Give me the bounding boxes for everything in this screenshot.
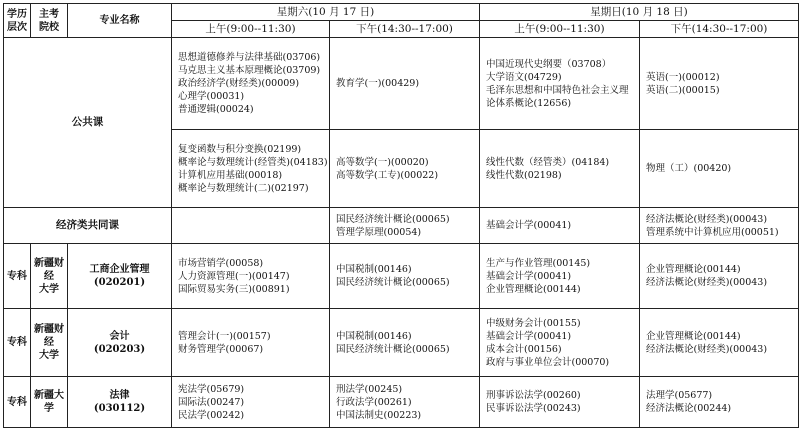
major-3-sat-am: 宪法学(05679) 国际法(00247) 民法学(00242) [172, 377, 330, 428]
major-name: 法律 (030112) [68, 377, 172, 428]
econ-sat-pm: 国民经济统计概论(00065) 管理学原理(00054) [330, 208, 480, 244]
major-1-sun-pm: 企业管理概论(00144) 经济法概论(财经类)(00043) [640, 244, 799, 309]
header-sun-am: 上午(9:00--11:30) [480, 21, 640, 38]
major-3-sat-pm: 刑法学(00245) 行政法学(00261) 中国法制史(00223) [330, 377, 480, 428]
econ-sun-am: 基础会计学(00041) [480, 208, 640, 244]
major-level: 专科 [4, 377, 31, 428]
econ-sat-am [172, 208, 330, 244]
major-level: 专科 [4, 244, 31, 309]
header-sat-am: 上午(9:00--11:30) [172, 21, 330, 38]
major-3-sun-am: 刑事诉讼法学(00260) 民事诉讼法学(00243) [480, 377, 640, 428]
public-r1-sun-pm: 英语(一)(00012) 英语(二)(00015) [640, 38, 799, 130]
major-2-sun-pm: 企业管理概论(00144) 经济法概论(财经类)(00043) [640, 309, 799, 377]
econ-sun-pm: 经济法概论(财经类)(00043) 管理系统中计算机应用(00051) [640, 208, 799, 244]
header-sun-pm: 下午(14:30--17:00) [640, 21, 799, 38]
econ-common-category: 经济类共同课 [4, 208, 172, 244]
major-row-law [4, 377, 799, 428]
major-school: 新疆财经 大学 [31, 244, 68, 309]
header-sunday: 星期日(10 月 18 日) [480, 4, 799, 21]
header-saturday: 星期六(10 月 17 日) [172, 4, 480, 21]
major-school: 新疆财经 大学 [31, 309, 68, 377]
major-1-sat-am: 市场营销学(00058) 人力资源管理(一)(00147) 国际贸易实务(三)(00891) [172, 244, 330, 309]
major-1-sun-am: 生产与作业管理(00145) 基础会计学(00041) 企业管理概论(00144) [480, 244, 640, 309]
header-level: 学历 层次 [4, 4, 31, 38]
public-r2-sat-am: 复变函数与积分变换(02199) 概率论与数理统计(经管类)(04183) 计算机应用基础(00018) 概率论与数理统计(二)(02197) [172, 130, 330, 208]
public-row-1 [4, 38, 799, 130]
public-r2-sun-pm: 物理（工）(00420) [640, 130, 799, 208]
public-r1-sat-pm: 教育学(一)(00429) [330, 38, 480, 130]
major-school: 新疆大学 [31, 377, 68, 428]
header-sat-pm: 下午(14:30--17:00) [330, 21, 480, 38]
major-name: 会计 (020203) [68, 309, 172, 377]
major-level: 专科 [4, 309, 31, 377]
major-2-sat-pm: 中国税制(00146) 国民经济统计概论(00065) [330, 309, 480, 377]
major-name: 工商企业管理 (020201) [68, 244, 172, 309]
public-category: 公共课 [4, 38, 172, 208]
public-r1-sun-am: 中国近现代史纲要（03708） 大学语文(04729) 毛泽东思想和中国特色社会主义理论体系概论(12656) [480, 38, 640, 130]
header-major: 专业名称 [68, 4, 172, 38]
major-2-sat-am: 管理会计(一)(00157) 财务管理学(00067) [172, 309, 330, 377]
econ-common-row [4, 208, 799, 244]
major-row-business [4, 244, 799, 309]
public-r2-sat-pm: 高等数学(一)(00020) 高等数学(工专)(00022) [330, 130, 480, 208]
header-school: 主考 院校 [31, 4, 68, 38]
major-1-sat-pm: 中国税制(00146) 国民经济统计概论(00065) [330, 244, 480, 309]
exam-schedule-table [3, 3, 799, 428]
major-3-sun-pm: 法理学(05677) 经济法概论(00244) [640, 377, 799, 428]
public-r2-sun-am: 线性代数（经管类）(04184) 线性代数(02198) [480, 130, 640, 208]
major-2-sun-am: 中级财务会计(00155) 基础会计学(00041) 成本会计(00156) 政府与事业单位会计(00070) [480, 309, 640, 377]
public-r1-sat-am: 思想道德修养与法律基础(03706) 马克思主义基本原理概论(03709) 政治经济学(财经类)(00009) 心理学(00031) 普通逻辑(00024) [172, 38, 330, 130]
major-row-accounting [4, 309, 799, 377]
